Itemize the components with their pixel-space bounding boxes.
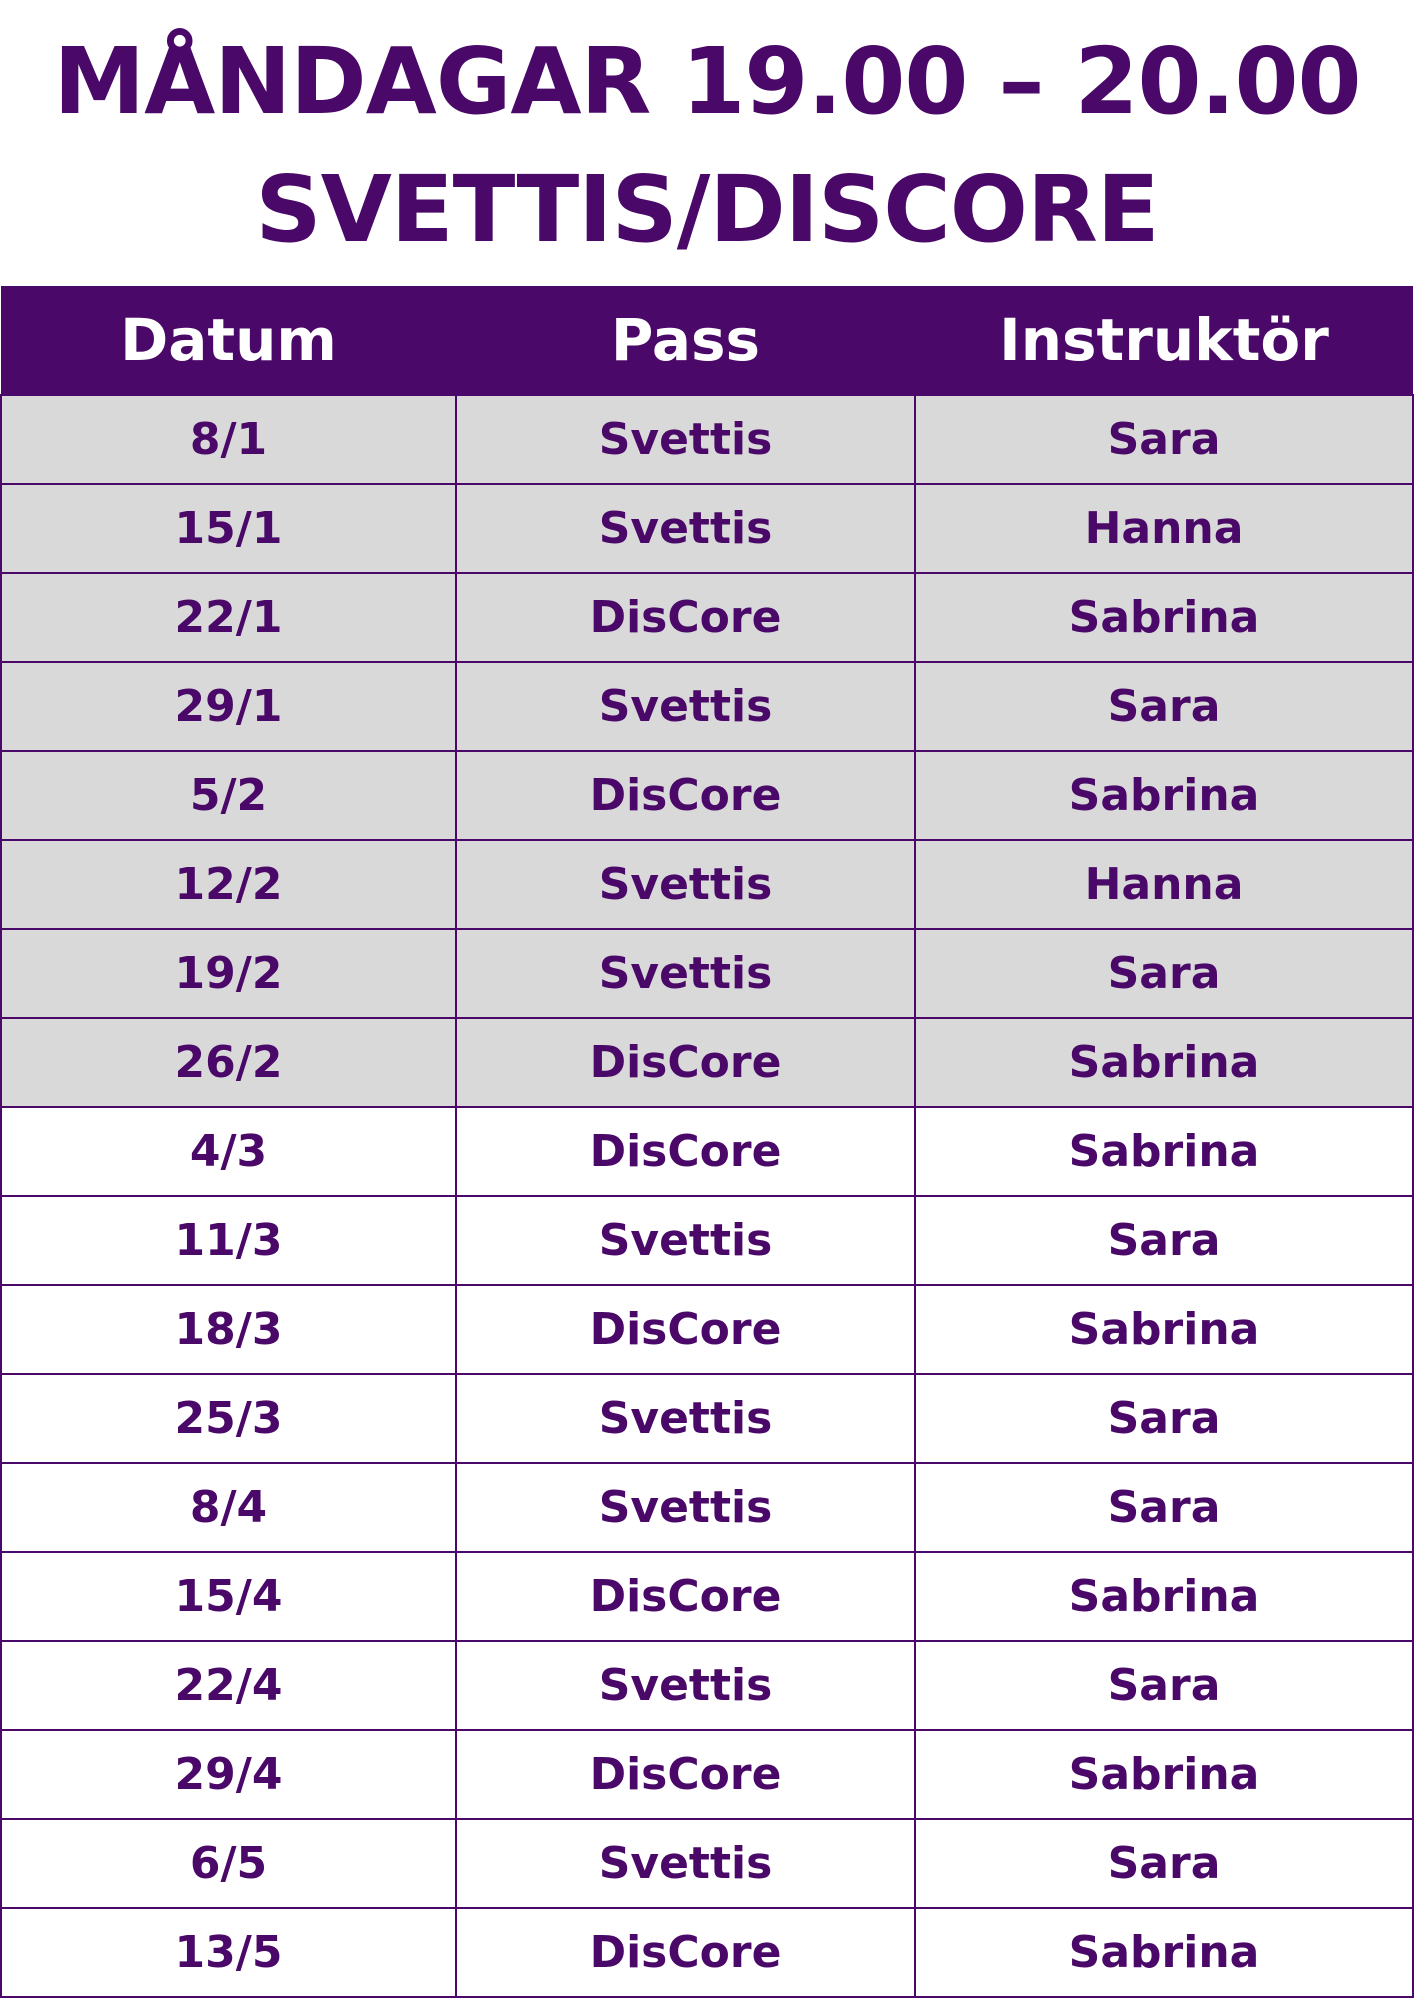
page-title	[0, 0, 1414, 286]
table-row	[1, 573, 1413, 662]
instructor-cell: Sabrina	[915, 1908, 1413, 1997]
table-row	[1, 1285, 1413, 1374]
date-cell: 15/4	[1, 1552, 456, 1641]
header-row	[1, 286, 1413, 395]
date-cell: 5/2	[1, 751, 456, 840]
table-row	[1, 1552, 1413, 1641]
instructor-cell: Sabrina	[915, 1552, 1413, 1641]
title-schedule-time: MÅNDAGAR 19.00 – 20.00	[53, 28, 1361, 135]
class-cell: DisCore	[456, 573, 915, 662]
date-cell: 8/1	[1, 395, 456, 484]
class-cell: Svettis	[456, 395, 915, 484]
class-cell: Svettis	[456, 1463, 915, 1552]
date-cell: 4/3	[1, 1107, 456, 1196]
date-cell: 29/4	[1, 1730, 456, 1819]
table-row	[1, 929, 1413, 1018]
date-cell: 22/4	[1, 1641, 456, 1730]
table-row	[1, 662, 1413, 751]
table-row	[1, 1819, 1413, 1908]
class-cell: Svettis	[456, 929, 915, 1018]
table-row	[1, 1908, 1413, 1997]
instructor-cell: Sabrina	[915, 1285, 1413, 1374]
table-row	[1, 1463, 1413, 1552]
date-cell: 22/1	[1, 573, 456, 662]
class-cell: Svettis	[456, 1641, 915, 1730]
class-cell: DisCore	[456, 1552, 915, 1641]
class-cell: Svettis	[456, 840, 915, 929]
table-row	[1, 1641, 1413, 1730]
date-cell: 26/2	[1, 1018, 456, 1107]
table-row	[1, 1018, 1413, 1107]
instructor-cell: Sara	[915, 1196, 1413, 1285]
table-row	[1, 1730, 1413, 1819]
table-row	[1, 484, 1413, 573]
class-cell: Svettis	[456, 662, 915, 751]
instructor-cell: Sara	[915, 662, 1413, 751]
table-row	[1, 1107, 1413, 1196]
class-cell: DisCore	[456, 751, 915, 840]
instructor-cell: Sabrina	[915, 1730, 1413, 1819]
instructor-cell: Sara	[915, 929, 1413, 1018]
instructor-cell: Sara	[915, 1374, 1413, 1463]
instructor-cell: Sara	[915, 1463, 1413, 1552]
class-cell: DisCore	[456, 1107, 915, 1196]
table-row	[1, 751, 1413, 840]
class-cell: DisCore	[456, 1285, 915, 1374]
header-datum: Datum	[1, 286, 456, 395]
schedule-table-header	[1, 286, 1413, 395]
instructor-cell: Sara	[915, 1819, 1413, 1908]
instructor-cell: Sabrina	[915, 1107, 1413, 1196]
class-cell: DisCore	[456, 1018, 915, 1107]
table-row	[1, 395, 1413, 484]
date-cell: 6/5	[1, 1819, 456, 1908]
instructor-cell: Sabrina	[915, 1018, 1413, 1107]
date-cell: 25/3	[1, 1374, 456, 1463]
class-cell: Svettis	[456, 1196, 915, 1285]
schedule-table	[0, 286, 1414, 1998]
table-row	[1, 1374, 1413, 1463]
class-cell: DisCore	[456, 1730, 915, 1819]
class-cell: DisCore	[456, 1908, 915, 1997]
date-cell: 15/1	[1, 484, 456, 573]
header-instruktor: Instruktör	[915, 286, 1413, 395]
date-cell: 11/3	[1, 1196, 456, 1285]
table-row	[1, 1196, 1413, 1285]
date-cell: 18/3	[1, 1285, 456, 1374]
class-cell: Svettis	[456, 1374, 915, 1463]
instructor-cell: Sara	[915, 395, 1413, 484]
instructor-cell: Hanna	[915, 484, 1413, 573]
instructor-cell: Hanna	[915, 840, 1413, 929]
table-row	[1, 840, 1413, 929]
instructor-cell: Sabrina	[915, 751, 1413, 840]
instructor-cell: Sabrina	[915, 573, 1413, 662]
date-cell: 12/2	[1, 840, 456, 929]
date-cell: 13/5	[1, 1908, 456, 1997]
class-cell: Svettis	[456, 1819, 915, 1908]
date-cell: 19/2	[1, 929, 456, 1018]
date-cell: 29/1	[1, 662, 456, 751]
schedule-table-body	[1, 395, 1413, 1997]
class-cell: Svettis	[456, 484, 915, 573]
instructor-cell: Sara	[915, 1641, 1413, 1730]
title-class-names: SVETTIS/DISCORE	[255, 156, 1159, 263]
header-pass: Pass	[456, 286, 915, 395]
date-cell: 8/4	[1, 1463, 456, 1552]
